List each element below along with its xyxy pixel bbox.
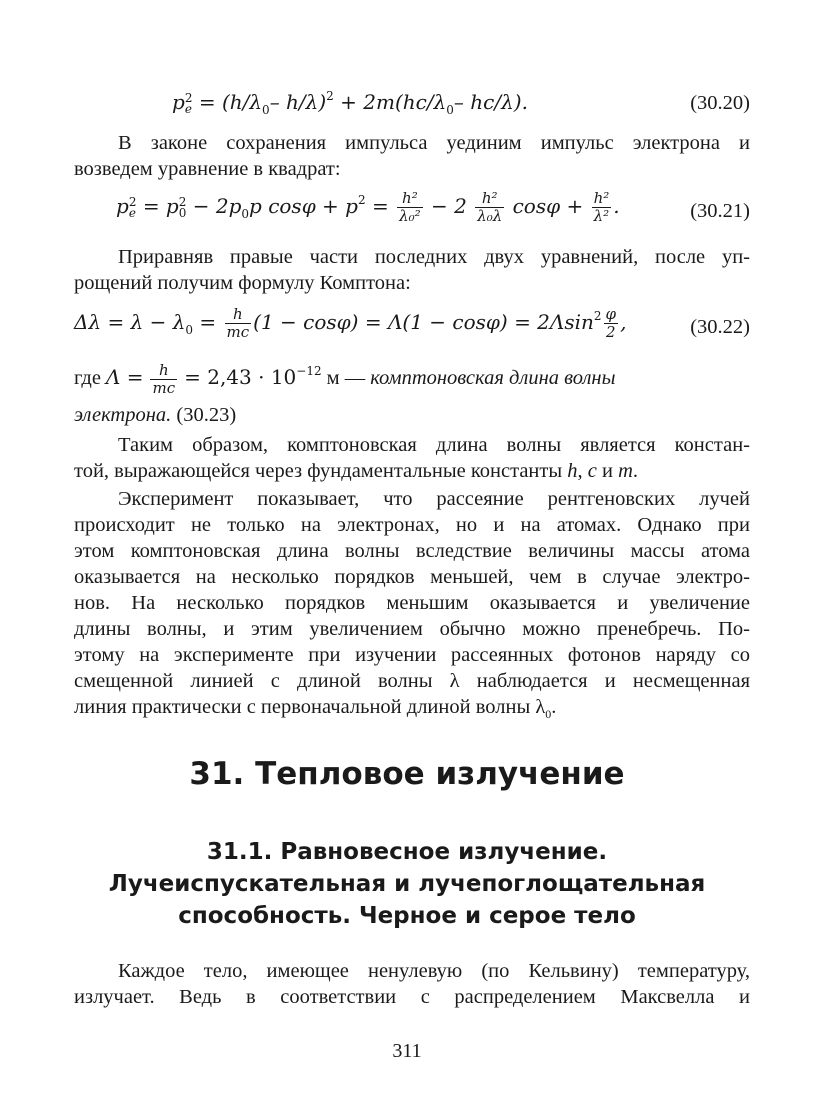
para4-line-6: длины волны, и этим увеличением обычно можно пренебречь. По-: [74, 618, 750, 640]
para1-line-2: возведем уравнение в квадрат:: [74, 158, 341, 180]
equation-number-30-21: (30.21): [690, 200, 750, 222]
chapter-title: 31. Тепловое излучение: [189, 756, 625, 792]
equation-30-20: p 2 e = ($h/\lambda_0-$ $h/\lambda)^2 + 2m(hc/\lambda_0-$ hc/λ).: [172, 89, 528, 117]
equation-number-30-22: (30.22): [690, 316, 750, 338]
para3-line-2: той, выражающейся через фундаментальные константы h, c и m.: [74, 460, 639, 482]
para5-line-2: излучает. Ведь в соответствии с распределением Максвелла и: [74, 986, 750, 1008]
compton-wavelength-definition-line-2: электрона. (30.23): [74, 404, 237, 426]
fraction-h2-over-lambda0-lambda: $\frac{\text{h²}}{\text{λ₀λ}}$: [477, 189, 503, 225]
fraction-h2-over-lambda0-squared: $\frac{\text{h²}}{\text{λ₀²}}$: [399, 189, 421, 225]
para4-line-3: этом комптоновская длина волны вследствие величины массы атома: [74, 540, 750, 562]
section-title-line-1: 31.1. Равновесное излучение.: [206, 839, 608, 865]
para4-line-7: этому на эксперименте при изучении рассеянных фотонов наряду со: [74, 644, 750, 666]
para2-line-1: Приравняв правые части последних двух уравнений, после уп-: [118, 246, 750, 268]
para4-line-1: Эксперимент показывает, что рассеяние рентгеновских лучей: [118, 488, 750, 510]
fraction-h2-over-lambda-squared: $\frac{\text{h²}}{\text{λ²}}$: [593, 189, 610, 225]
section-title-line-2: Лучеиспускательная и лучепоглощательная: [108, 871, 706, 897]
para4-line-4: оказывается на несколько порядков меньшей, чем в случае электро-: [74, 566, 750, 588]
compton-wavelength-definition: где Λ = $\frac{h}{mc}$ = $2,43 \cdot 10^{-12}$ м — комптоновская длина волны: [74, 361, 616, 397]
page-number: 311: [392, 1040, 422, 1062]
para3-line-1: Таким образом, комптоновская длина волны является констан-: [118, 434, 750, 456]
section-title-line-3: способность. Черное и серое тело: [178, 903, 636, 929]
fraction-h-over-mc: $\frac{h}{mc}$: [226, 305, 250, 341]
para4-line-5: нов. На несколько порядков меньшим оказывается и увеличение: [74, 592, 750, 614]
equation-30-22: $\Delta\lambda = \lambda - \lambda_0$ = $\frac{h}{mc}$ (1 − cosφ) = Λ(1 − cosφ) = 2Λsin$^2$ $\frac{\varphi}{2}$ ,: [74, 305, 627, 341]
para4-line-2: происходит не только на электронах, но и на атомах. Однако при: [74, 514, 750, 536]
para5-line-1: Каждое тело, имеющее ненулевую (по Кельвину) температуру,: [118, 960, 750, 982]
para4-line-9: линия практически с первоначальной длиной волны $\lambda_0$.: [74, 696, 557, 721]
para4-line-8: смещенной линией с длиной волны λ наблюдается и несмещенная: [74, 670, 750, 692]
equation-30-21: p 2 e = p 2 0 − $2p_0p$ $\cos\varphi + p^2$ = $\frac{\text{h²}}{\text{λ₀²}}$ − 2 $\frac{\text{h²}}{\text{λ₀λ}}$ cosφ + $\frac{\text{h²}}{\text{λ²}}$ .: [116, 189, 620, 225]
para2-line-2: рощений получим формулу Комптона:: [74, 272, 411, 294]
fraction-h-over-mc-2: $\frac{h}{mc}$: [152, 361, 176, 397]
fraction-phi-over-2: $\frac{\varphi}{2}$: [605, 305, 617, 341]
equation-number-30-20: (30.20): [690, 92, 750, 114]
para1-line-1: В законе сохранения импульса уединим импульс электрона и: [118, 132, 750, 154]
